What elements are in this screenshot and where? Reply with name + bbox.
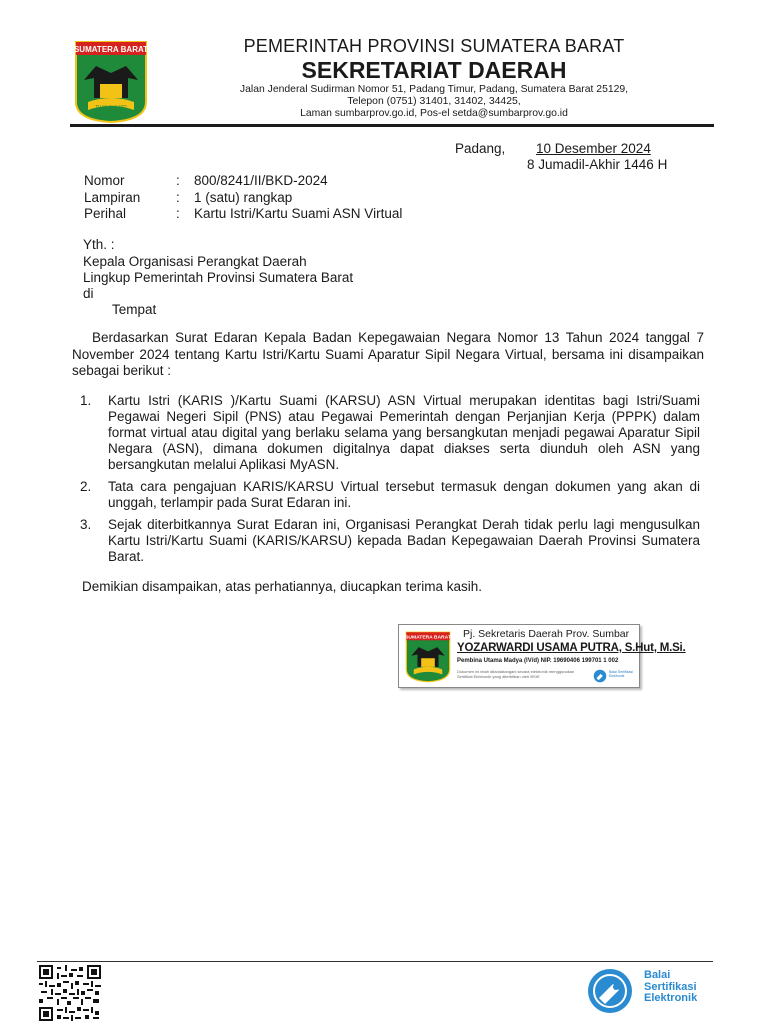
signer-title: Pj. Sekretaris Daerah Prov. Sumbar bbox=[463, 628, 630, 640]
ref-label-lampiran: Lampiran bbox=[84, 190, 141, 205]
province-emblem-icon bbox=[404, 631, 452, 683]
ref-value-perihal: Kartu Istri/Kartu Suami ASN Virtual bbox=[194, 206, 403, 221]
intro-paragraph: Berdasarkan Surat Edaran Kepala Badan Kepegawaian Negara Nomor 13 Tahun 2024 tanggal 7 November 2024 tentang Kartu Istri/Kartu Suami Aparatur Sipil Negara Virtual, bersama ini disampaikan sebagai berikut : bbox=[72, 330, 704, 378]
province-emblem-icon bbox=[74, 40, 148, 124]
ref-label-perihal: Perihal bbox=[84, 206, 127, 221]
ref-label-nomor: Nomor bbox=[84, 173, 125, 188]
ref-colon: : bbox=[176, 190, 180, 205]
list-item bbox=[80, 393, 700, 473]
footer-divider bbox=[37, 961, 713, 962]
ref-value-nomor: 800/8241/II/BKD-2024 bbox=[194, 173, 328, 188]
bsre-label bbox=[644, 970, 697, 1005]
addressee-line-4: Tempat bbox=[112, 302, 157, 317]
list-item-number: 2. bbox=[80, 479, 92, 494]
signer-name: YOZARWARDI USAMA PUTRA, S.Hut, M.Si. bbox=[457, 642, 686, 654]
qr-code-icon bbox=[39, 965, 101, 1021]
list-item-text: Sejak diterbitkannya Surat Edaran ini, Organisasi Perangkat Derah tidak perlu lagi mengusulkan Kartu Istri/Kartu Suami (KARIS/KARSU) kepada Badan Kepegawaian Daerah Provinsi Sumatera Barat. bbox=[108, 517, 700, 564]
list-item-number: 3. bbox=[80, 517, 92, 532]
addressee-line-2: Lingkup Pemerintah Provinsi Sumatera Barat bbox=[83, 270, 354, 285]
list-item-text: Kartu Istri (KARIS )/Kartu Suami (KARSU) ASN Virtual merupakan identitas bagi Istri/Suami Pegawai Negeri Sipil (PNS) atau Pegawai Pemerintah dengan Perjanjian Kerja (PPPK) dalam format virtual atau digital yang berlaku selama yang bersangkutan menjadi pegawai Aparatur Sipil Negara (ASN), dimana dokumen digitalnya dapat diakses serta diunduh oleh ASN yang bersangkutan melalui Aplikasi MyASN. bbox=[108, 393, 700, 472]
date-place: Padang, bbox=[455, 141, 506, 156]
closing-sentence: Demikian disampaikan, atas perhatiannya, diucapkan terima kasih. bbox=[82, 579, 482, 594]
ref-colon: : bbox=[176, 173, 180, 188]
bsre-logo-icon bbox=[587, 968, 633, 1014]
government-name: PEMERINTAH PROVINSI SUMATERA BARAT bbox=[243, 36, 625, 56]
office-name: SEKRETARIAT DAERAH bbox=[301, 57, 567, 83]
salutation: Yth. : bbox=[83, 237, 115, 252]
addressee-line-3: di bbox=[83, 286, 94, 301]
electronic-signature-box bbox=[398, 624, 686, 688]
emblem-banner-text: SUMATERA BARAT bbox=[74, 45, 148, 54]
bsre-small-label: Balai Sertifikasi Elektronik bbox=[609, 670, 633, 678]
date-hijri: 8 Jumadil-Akhir 1446 H bbox=[527, 157, 668, 172]
emblem-ribbon-text: TUAH SAKATO bbox=[95, 104, 127, 109]
signer-rank: Pembina Utama Madya (IV/d) NIP. 19690406 199701 1 002 bbox=[457, 658, 619, 664]
bsre-label-line-2: Sertifikasi bbox=[644, 980, 697, 993]
ref-colon: : bbox=[176, 206, 180, 221]
bsre-label-line-3: Elektronik bbox=[644, 992, 698, 1004]
letterhead-divider bbox=[70, 124, 714, 127]
bsre-label-line-1: Balai bbox=[644, 969, 671, 981]
address-line-1: Jalan Jenderal Sudirman Nomor 51, Padang Timur, Padang, Sumatera Barat 25129, bbox=[239, 84, 629, 95]
addressee-line-1: Kepala Organisasi Perangkat Daerah bbox=[83, 254, 307, 269]
ref-value-lampiran: 1 (satu) rangkap bbox=[194, 190, 293, 205]
bsre-icon bbox=[593, 669, 607, 683]
emblem-banner-text: SUMATERA BARAT bbox=[405, 635, 451, 641]
list-item bbox=[80, 479, 700, 511]
list-item-text: Tata cara pengajuan KARIS/KARSU Virtual tersebut termasuk dengan dokumen yang akan di unggah, terlampir pada Surat Edaran ini. bbox=[108, 479, 700, 510]
list-item bbox=[80, 517, 700, 565]
date-gregorian: 10 Desember 2024 bbox=[536, 141, 651, 156]
address-line-3: Laman sumbarprov.go.id, Pos-el setda@sumbarprov.go.id bbox=[300, 108, 568, 119]
signature-note: Dokumen ini telah ditandatangani secara elektronik menggunakan Sertifikat Elektronik yang diterbitkan oleh BSrE bbox=[457, 669, 575, 679]
address-line-2: Telepon (0751) 31401, 31402, 34425, bbox=[347, 96, 521, 107]
list-item-number: 1. bbox=[80, 393, 92, 408]
